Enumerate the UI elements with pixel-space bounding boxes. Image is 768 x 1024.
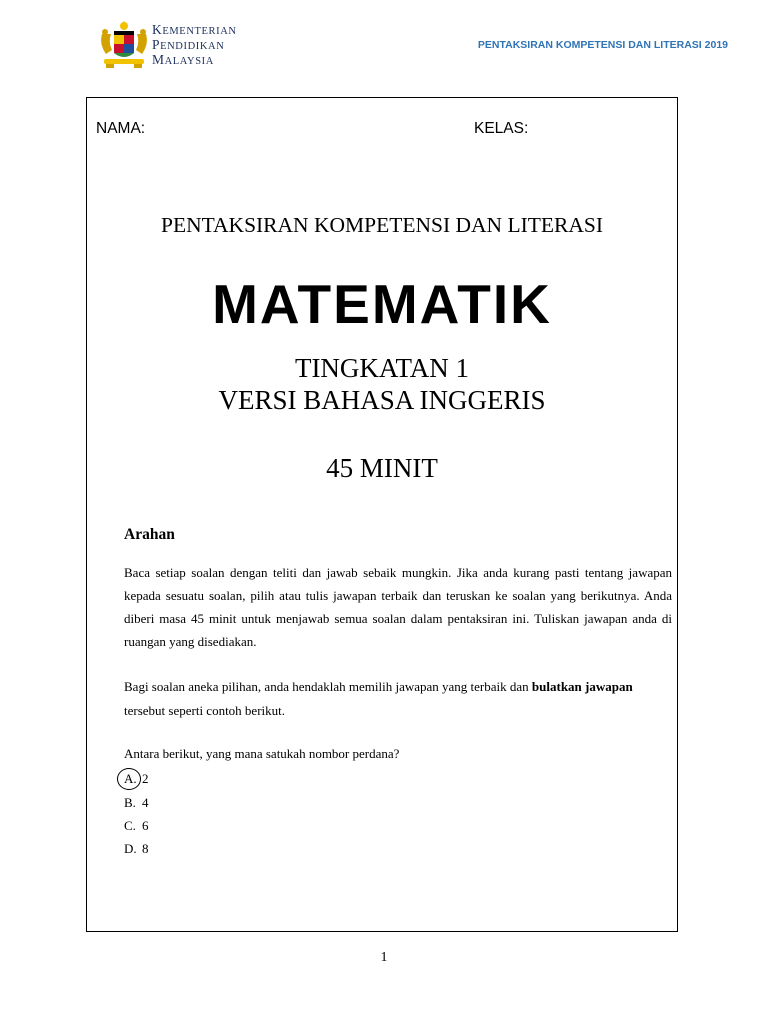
instructions-heading: Arahan [124, 526, 175, 543]
form-block [87, 352, 677, 416]
example-question: Antara berikut, yang mana satukah nombor perdana? [124, 746, 400, 761]
example-option-d[interactable]: D. 8 [124, 841, 149, 856]
language-version: VERSI BAHASA INGGERIS [218, 385, 546, 415]
exam-duration: 45 MINIT [326, 453, 438, 483]
example-option-c[interactable]: C. 6 [124, 818, 149, 833]
instructions-paragraph-1: Baca setiap soalan dengan teliti dan jawab sebaik mungkin. Jika anda kurang pasti tentang jawapan kepada sesuatu soalan, pilih atau tulis jawapan terbaik dan teruskan ke soalan yang berikutnya. Anda diberi masa 45 minit untuk menjawab semua soalan dalam pentaksiran ini. Tuliskan jawapan anda di ruangan yang disediakan. [124, 565, 672, 649]
ministry-line-1: KEMENTERIAN [152, 22, 237, 37]
example-option-a[interactable]: A. 2 [124, 771, 149, 786]
coat-of-arms-icon [96, 20, 152, 68]
ministry-name [152, 23, 237, 68]
name-field-label[interactable]: NAMA: [96, 120, 146, 137]
form-level: TINGKATAN 1 [294, 353, 470, 383]
instructions-paragraph-2: Bagi soalan aneka pilihan, anda hendaklah memilih jawapan yang terbaik dan bulatkan jawapan tersebut seperti contoh berikut. [124, 679, 633, 718]
ministry-line-2: PENDIDIKAN [152, 37, 225, 52]
ministry-logo [96, 20, 256, 68]
ministry-line-3: MALAYSIA [152, 52, 214, 67]
example-option-b[interactable]: B. 4 [124, 795, 149, 810]
subject-title: MATEMATIK [212, 273, 552, 335]
page-number: 1 [380, 950, 388, 965]
header-assessment-title: PENTAKSIRAN KOMPETENSI DAN LITERASI 2019 [477, 39, 728, 51]
assessment-title: PENTAKSIRAN KOMPETENSI DAN LITERASI [160, 213, 603, 237]
cover-frame [86, 97, 678, 932]
class-field-label[interactable]: KELAS: [474, 120, 529, 137]
